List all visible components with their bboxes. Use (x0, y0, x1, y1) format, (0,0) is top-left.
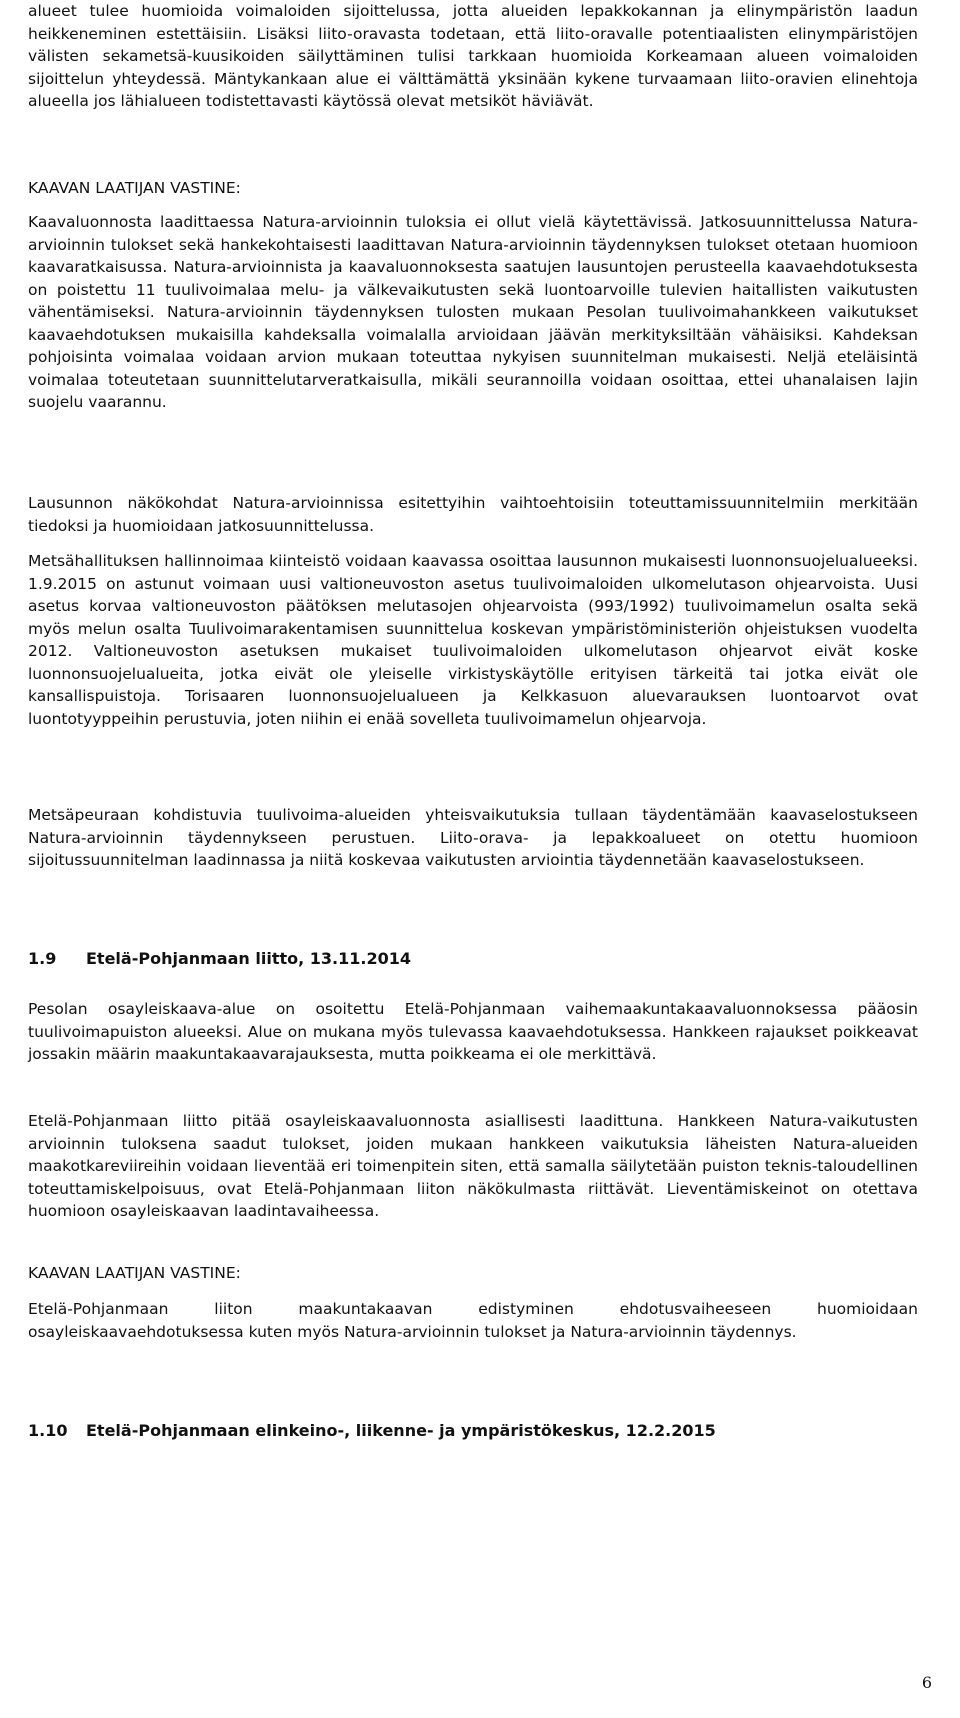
paragraph-liitto-response (28, 1298, 918, 1343)
paragraph-liitto-opinion (28, 1110, 918, 1223)
vastine-label-2: KAAVAN LAATIJAN VASTINE: (28, 1264, 241, 1282)
vastine-label-1: KAAVAN LAATIJAN VASTINE: (28, 179, 241, 197)
paragraph-alternatives (28, 492, 918, 537)
page-number: 6 (921, 1673, 932, 1692)
paragraph-natura-assessment (28, 211, 918, 414)
paragraph-noise-regulation (28, 550, 918, 730)
body-text: Kaavaluonnosta laadittaessa Natura-arvioinnin tuloksia ei ollut vielä käytettävissä. Jatkosuunnittelussa Natura-arvioinnin tulokset sekä hankekohtaisesti laadittavan Natura-arvioinnin täydennyksen tulokset otetaan huomioon kaavaratkaisussa. Natura-arvioinnista ja kaavaluonnoksesta saatujen lausuntojen perusteella kaavaehdotuksesta on poistettu 11 tuulivoimalaa melu- ja välkevaikutusten sekä luontoarvoille tulevien haitallisten vaikutusten vähentämiseksi. Natura-arvioinnin täydennyksen tulosten mukaan Pesolan tuulivoimahankkeen vaikutukset kaavaehdotuksen mukaisilla kahdeksalla voimalalla arvioidaan jäävän merkityksiltään vähäisiksi. Kahdeksan pohjoisinta voimalaa voidaan arvion mukaan toteuttaa nykyisen suunnitelman mukaisesti. Neljä eteläisintä voimalaa toteutetaan suunnittelutarveratkaisulla, mikäli seurannoilla voidaan osoittaa, ettei uhanalaisen lajin suojelu vaarannu. (28, 213, 918, 411)
section-title: Etelä-Pohjanmaan elinkeino-, liikenne- ja ympäristökeskus, 12.2.2015 (86, 1421, 716, 1440)
body-text: Etelä-Pohjanmaan liiton maakuntakaavan edistyminen ehdotusvaiheeseen huomioidaan osayleiskaavaehdotuksessa kuten myös Natura-arvioinnin tulokset ja Natura-arvioinnin täydennys. (28, 1300, 918, 1341)
section-number: 1.10 (28, 1421, 68, 1440)
paragraph-regional-plan (28, 998, 918, 1066)
body-text: Pesolan osayleiskaava-alue on osoitettu Etelä-Pohjanmaan vaihemaakuntakaavaluonnoksessa pääosin tuulivoimapuiston alueeksi. Alue on mukana myös tulevassa kaavaehdotuksessa. Hankkeen rajaukset poikkeavat jossakin määrin maakuntakaavarajauksesta, mutta poikkeama ei ole merkittävä. (28, 1000, 918, 1063)
section-heading-1-10 (28, 1420, 918, 1443)
body-text: Metsäpeuraan kohdistuvia tuulivoima-alueiden yhteisvaikutuksia tullaan täydentämään kaavaselostukseen Natura-arvioinnin täydennykseen perustuen. Liito-orava- ja lepakkoalueet on otettu huomioon sijoitussuunnitelman laadinnassa ja niitä koskevaa vaikutusten arviointia täydennetään kaavaselostukseen. (28, 806, 918, 869)
section-title: Etelä-Pohjanmaan liitto, 13.11.2014 (86, 949, 411, 968)
paragraph-reindeer (28, 804, 918, 872)
body-text: Metsähallituksen hallinnoimaa kiinteistö voidaan kaavassa osoittaa lausunnon mukaisesti luonnonsuojelualueeksi. 1.9.2015 on astunut voimaan uusi valtioneuvoston asetus tuulivoimaloiden ulkomelutason ohjearvoista. Uusi asetus korvaa valtioneuvoston päätöksen melutasojen ohjearvoista (993/1992) tuulivoimamelun osalta sekä myös melun osalta Tuulivoimarakentamisen suunnittelua koskevan ympäristöministeriön ohjeistuksen vuodelta 2012. Valtioneuvoston asetuksen mukaiset tuulivoimaloiden ulkomelutason ohjearvot eivät koske luonnonsuojelualueita, jotka eivät ole yleiselle virkistyskäytölle erityisen tärkeitä tai jotka eivät ole kansallispuistoja. Torisaaren luonnonsuojelualueen ja Kelkkasuon aluevarauksen luontoarvot ovat luontotyyppeihin perustuvia, joten niihin ei enää sovelleta tuulivoimamelun ohjearvoja. (28, 552, 918, 728)
body-text: Lausunnon näkökohdat Natura-arvioinnissa esitettyihin vaihtoehtoisiin toteuttamissuunnitelmiin merkitään tiedoksi ja huomioidaan jatkosuunnittelussa. (28, 494, 918, 535)
section-heading-1-9 (28, 948, 918, 971)
body-text: Etelä-Pohjanmaan liitto pitää osayleiskaavaluonnosta asiallisesti laadittuna. Hankkeen Natura-vaikutusten arvioinnin tuloksena saadut tulokset, joiden mukaan hankkeen vaikutuksia läheisten Natura-alueiden maakotkareviireihin voidaan lieventää eri toimenpitein siten, että samalla säilytetään puiston teknis-taloudellinen toteuttamiskelpoisuus, ovat Etelä-Pohjanmaan liiton näkökulmasta riittävät. Lieventämiskeinot on otettava huomioon osayleiskaavan laadintavaiheessa. (28, 1112, 918, 1220)
section-number: 1.9 (28, 949, 57, 968)
paragraph-bat-flying-squirrel (28, 0, 918, 113)
body-text: alueet tulee huomioida voimaloiden sijoittelussa, jotta alueiden lepakkokannan ja elinympäristön laadun heikkeneminen estettäisiin. Lisäksi liito-oravasta todetaan, että liito-oravalle potentiaalisten elinympäristöjen välisten sekametsä-kuusikoiden säilyttäminen tulisi tarkkaan huomioida Korkeamaan alueen voimaloiden sijoittelun yhteydessä. Mäntykankaan alue ei välttämättä yksinään kykene turvaamaan liito-oravien elinehtoja alueella jos lähialueen todistettavasti käytössä olevat metsiköt häviävät. (28, 2, 918, 110)
